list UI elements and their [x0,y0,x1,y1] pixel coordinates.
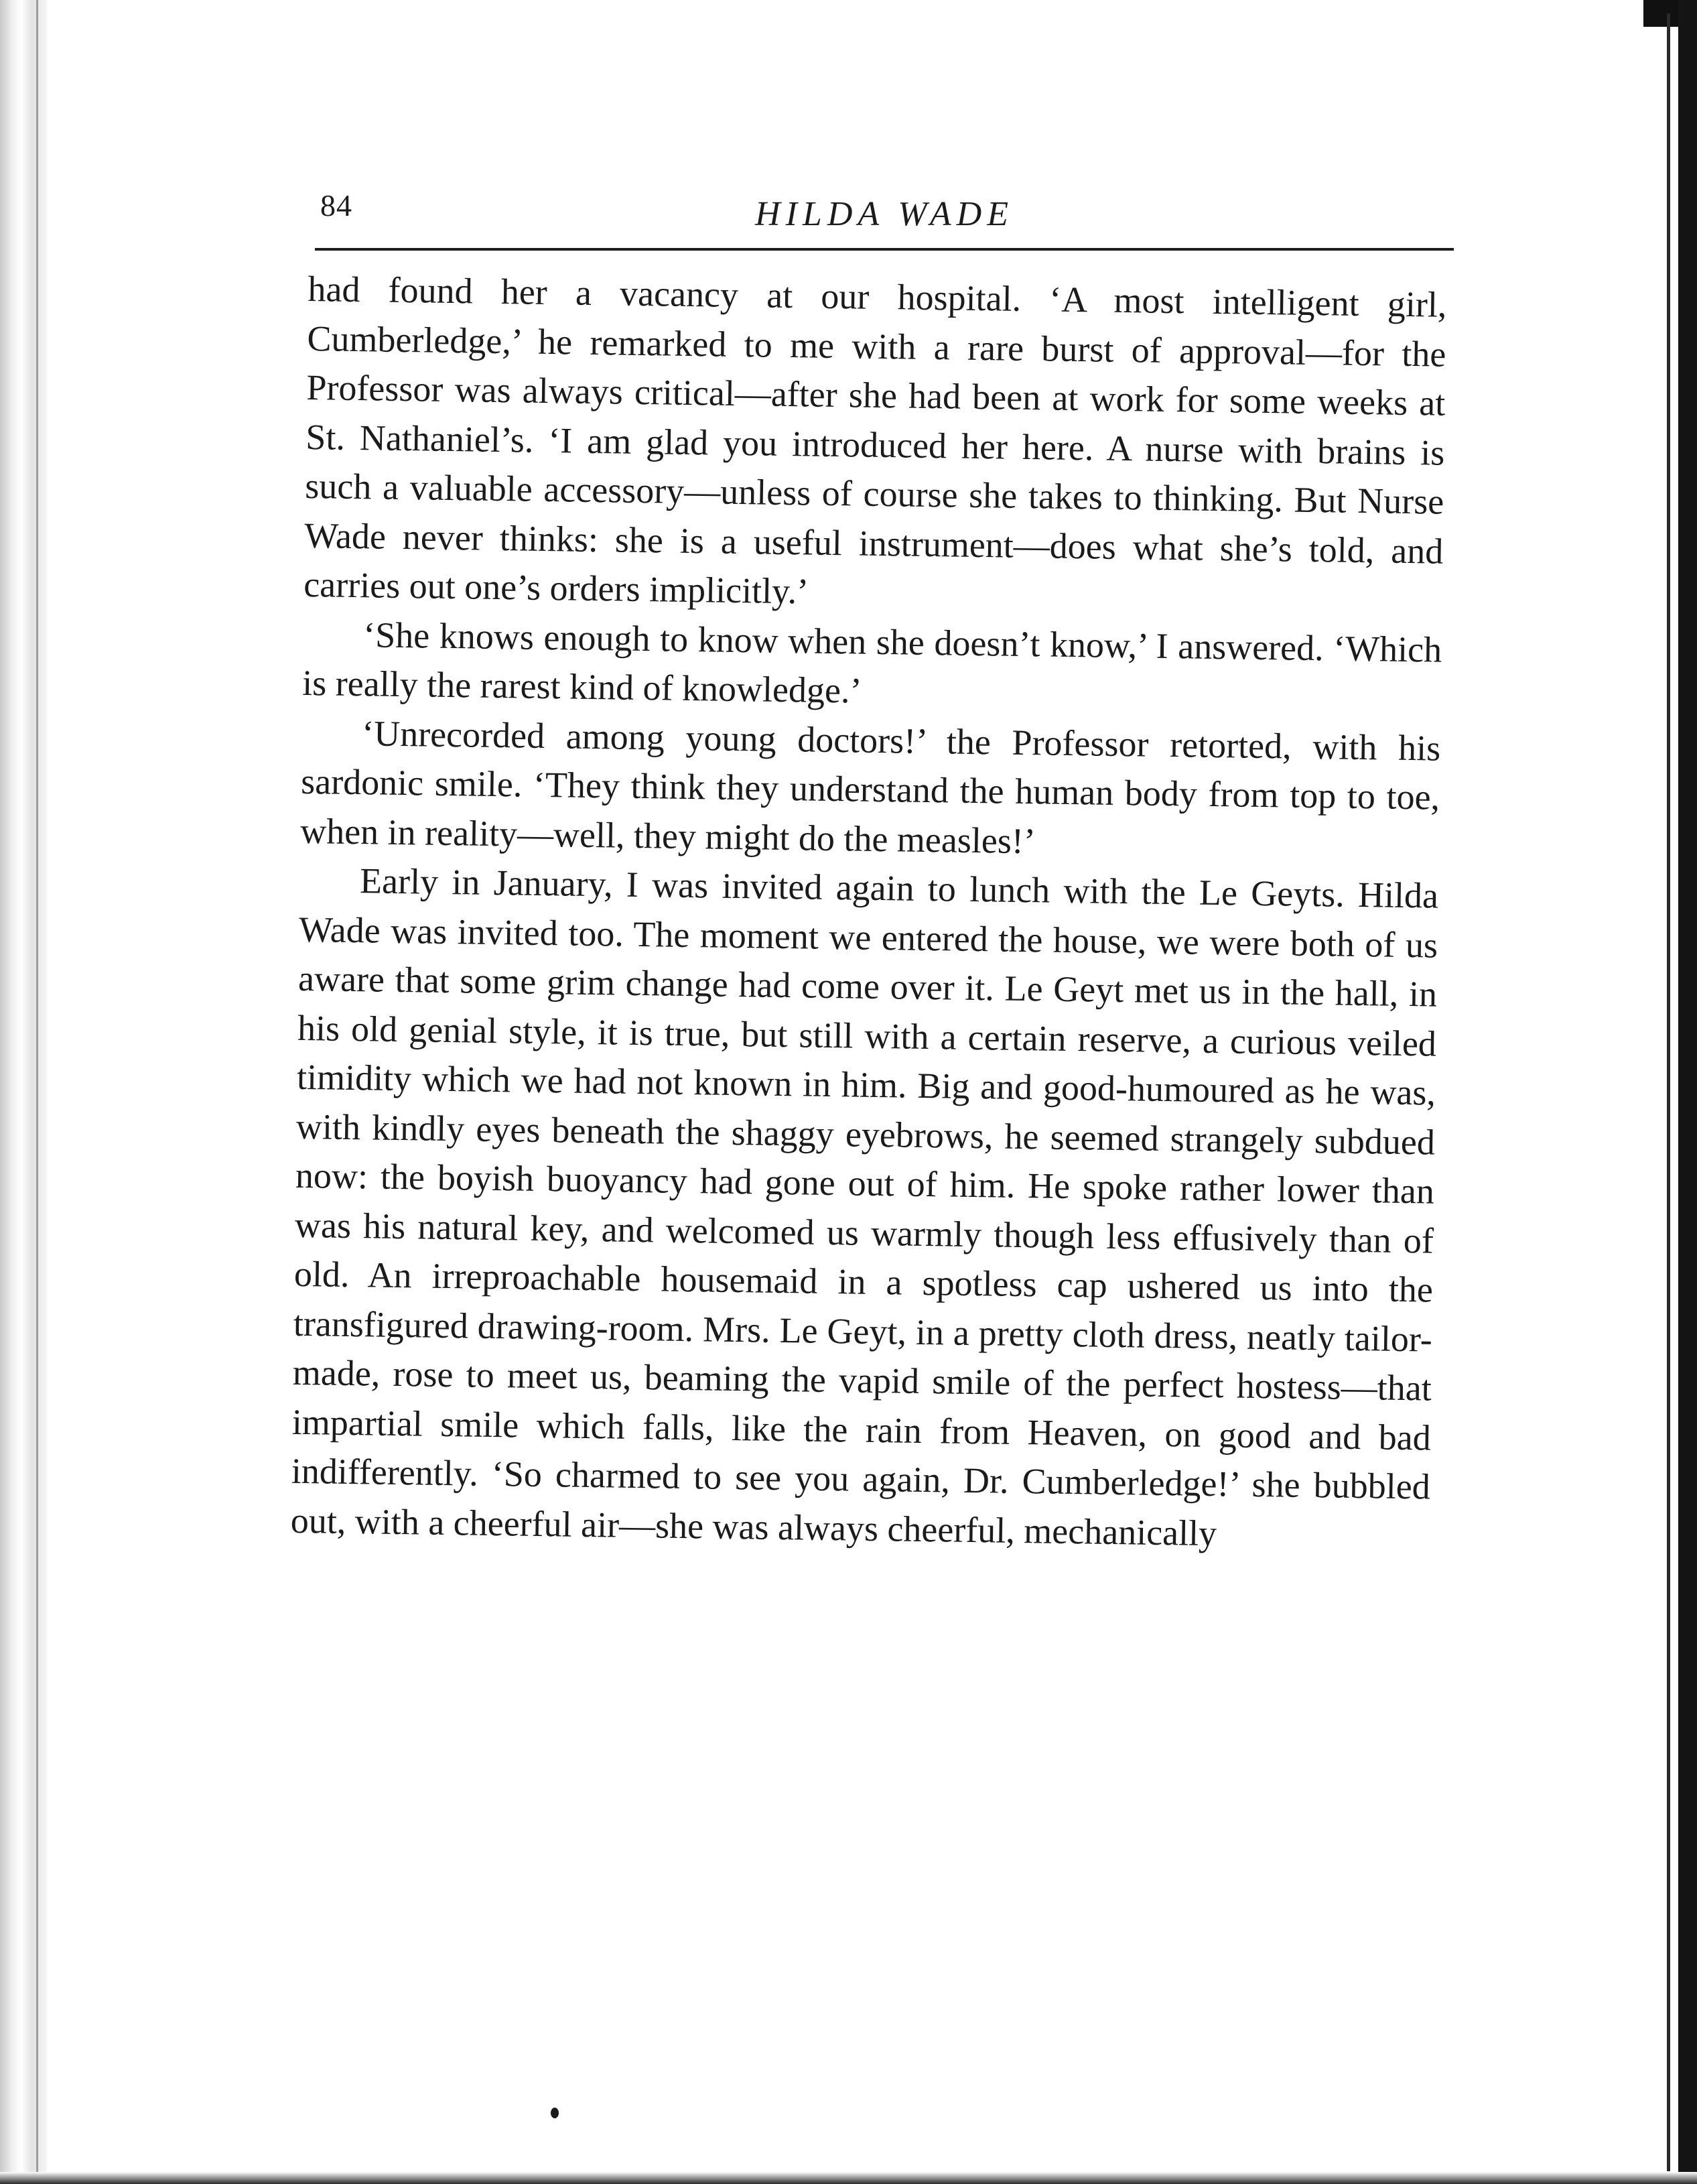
page-edge-right [1678,0,1697,2184]
paragraph: ‘She knows enough to know when she doesn’t know,’ I answered. ‘Which is really the rarest kind of knowledge.’ [301,614,1442,711]
body-text [290,265,1447,1561]
page-edge-left-line [36,0,38,2184]
paragraph: Early in January, I was invited again to lunch with the Le Geyts. Hilda Wade was invited too. The moment we entered the house, we were both of us aware that some grim change had come over it. Le Geyt met us in the hall, in his old genial style, it is true, but still with a certain reserve, a curious veiled timidity which we had not known in him. Big and good-humoured as he was, with kindly eyes beneath the shaggy eyebrows, he seemed strangely subdued now: the boyish buoyancy had gone out of him. He spoke rather lower than was his natural key, and welcomed us warmly though less effusively than of old. An irreproachable housemaid in a spotless cap ushered us into the transfigured drawing-room. Mrs. Le Geyt, in a pretty cloth dress, neatly tailor-made, rose to meet us, beaming the vapid smile of the perfect hostess—that impartial smile which falls, like the rain from Heaven, on good and bad indifferently. ‘So charmed to see you again, Dr. Cumberledge!’ she bubbled out, with a cheerful air—she was always cheerful, mechanically [290,860,1439,1553]
page-number: 84 [320,188,352,222]
ink-speck [551,2108,559,2118]
page-edge-left [0,0,47,2184]
paragraph: had found her a vacancy at our hospital. ‘A most intelligent girl, Cumberledge,’ he remarked to me with a rare burst of approval—for the Professor was always critical—after she had been at work for some weeks at St. Nathaniel’s. ‘I am glad you introduced her here. A nurse with brains is such a valuable accessory—unless of course she takes to thinking. But Nurse Wade never thinks: she is a useful instrument—does what she’s told, and carries out one’s orders implicitly.’ [303,268,1447,612]
page-edge-bottom [0,2172,1697,2184]
running-title: HILDA WADE [755,195,1014,233]
header-rule [315,248,1454,251]
paragraph: ‘Unrecorded among young doctors!’ the Professor retorted, with his sardonic smile. ‘They think they understand the human body from top to toe, when in reality—well, they might do the measles!’ [299,712,1441,861]
running-header [315,181,1454,241]
page-edge-right-line [1667,13,1670,2171]
